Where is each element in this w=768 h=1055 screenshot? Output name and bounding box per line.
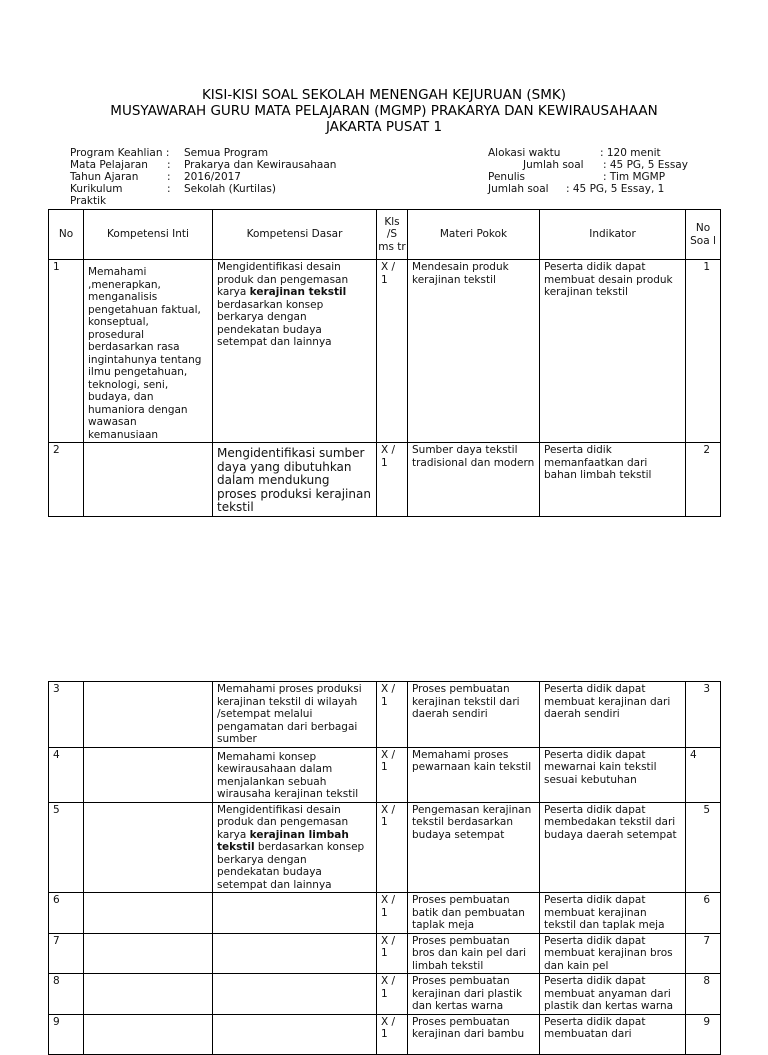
cell-no: 3 [49, 682, 84, 748]
cell-no: 2 [49, 443, 84, 517]
kisi-kisi-table-part-1 [48, 209, 721, 517]
cell-materi-pokok: Pengemasan kerajinan tekstil berdasarkan budaya setempat [408, 802, 540, 893]
alokasi-value: : 120 menit [600, 147, 661, 159]
table-row [49, 747, 721, 802]
cell-kompetensi-dasar [213, 802, 377, 893]
mapel-label: Mata Pelajaran [70, 159, 148, 171]
cell-kompetensi-dasar [213, 974, 377, 1015]
jumlah-soal-label-2: Jumlah soal [488, 183, 549, 195]
cell-kompetensi-inti [84, 933, 213, 974]
document-title-line-3: JAKARTA PUSAT 1 [325, 119, 443, 135]
alokasi-label: Alokasi waktu [488, 147, 561, 159]
cell-no-soal: 8 [686, 974, 721, 1015]
cell-no-soal: 6 [686, 893, 721, 934]
kd-text: Mengidentifikasi desain produk dan pengemasan karya [217, 261, 349, 298]
cell-kelas: X / 1 [377, 443, 408, 517]
table-row [49, 682, 721, 748]
cell-materi-pokok: Proses pembuatan kerajinan tekstil dari daerah sendiri [408, 682, 540, 748]
table-row [49, 974, 721, 1015]
cell-kelas: X / 1 [377, 1014, 408, 1054]
cell-kompetensi-inti [84, 682, 213, 748]
cell-no-soal: 7 [686, 933, 721, 974]
cell-indikator: Peserta didik dapat mewarnai kain tekstil sesuai kebutuhan [540, 747, 686, 802]
cell-kelas: X / 1 [377, 682, 408, 748]
cell-no: 1 [49, 260, 84, 443]
cell-no: 5 [49, 802, 84, 893]
cell-kompetensi-inti [84, 893, 213, 934]
cell-no: 6 [49, 893, 84, 934]
cell-materi-pokok: Sumber daya tekstil tradisional dan modern [408, 443, 540, 517]
cell-indikator: Peserta didik dapat membuat anyaman dari plastik dan kertas warna [540, 974, 686, 1015]
kd-text-post: berdasarkan konsep berkarya dengan pendekatan budaya setempat dan lainnya [217, 841, 365, 891]
table-row [49, 260, 721, 443]
table-row [49, 443, 721, 517]
document-title-line-1: KISI-KISI SOAL SEKOLAH MENENGAH KEJURUAN (SMK) [201, 87, 567, 103]
col-header-kompetensi-inti: Kompetensi Inti [84, 210, 213, 260]
kd-bold-text: kerajinan limbah tekstil [217, 828, 349, 853]
cell-kelas: X / 1 [377, 893, 408, 934]
cell-kompetensi-dasar [213, 1014, 377, 1054]
cell-indikator: Peserta didik dapat membuat desain produk kerajinan tekstil [540, 260, 686, 443]
cell-indikator: Peserta didik dapat membuat kerajinan bros dan kain pel [540, 933, 686, 974]
kurikulum-label: Kurikulum [70, 183, 123, 195]
table-row [49, 933, 721, 974]
tahun-value: 2016/2017 [184, 171, 241, 183]
mapel-value: Prakarya dan Kewirausahaan [184, 159, 337, 171]
col-header-kompetensi-dasar: Kompetensi Dasar [213, 210, 377, 260]
cell-materi-pokok: Proses pembuatan bros dan kain pel dari limbah tekstil [408, 933, 540, 974]
cell-indikator: Peserta didik memanfaatkan dari bahan limbah tekstil [540, 443, 686, 517]
cell-no-soal: 1 [686, 260, 721, 443]
cell-materi-pokok: Mendesain produk kerajinan tekstil [408, 260, 540, 443]
table-header-row [49, 210, 721, 260]
cell-kelas: X / 1 [377, 747, 408, 802]
program-value: Semua Program [184, 147, 269, 159]
cell-kompetensi-dasar: Memahami proses produksi kerajinan tekstil di wilayah /setempat melalui pengamatan dari berbagai sumber [213, 682, 377, 748]
table-row [49, 1014, 721, 1054]
praktik-text: Praktik [70, 195, 107, 207]
jumlah-soal-value-1: : 45 PG, 5 Essay [603, 159, 688, 171]
cell-no: 8 [49, 974, 84, 1015]
cell-no-soal: 2 [686, 443, 721, 517]
cell-kompetensi-inti [84, 802, 213, 893]
cell-kompetensi-dasar [213, 933, 377, 974]
tahun-label: Tahun Ajaran [70, 171, 139, 183]
col-header-no-soal: No Soa l [686, 210, 721, 260]
cell-kompetensi-inti [84, 443, 213, 517]
cell-indikator: Peserta didik dapat membuat kerajinan dari daerah sendiri [540, 682, 686, 748]
penulis-label: Penulis [488, 171, 526, 183]
col-header-no: No [49, 210, 84, 260]
cell-indikator: Peserta didik dapat membuatan dari [540, 1014, 686, 1054]
cell-no: 9 [49, 1014, 84, 1054]
cell-materi-pokok: Proses pembuatan batik dan pembuatan taplak meja [408, 893, 540, 934]
cell-kompetensi-inti [84, 1014, 213, 1054]
cell-kelas: X / 1 [377, 974, 408, 1015]
cell-no-soal: 4 [686, 747, 721, 802]
col-header-kelas-semester: Kls /S ms tr [377, 210, 408, 260]
cell-no-soal: 9 [686, 1014, 721, 1054]
cell-no-soal: 3 [686, 682, 721, 748]
jumlah-soal-value-2: : 45 PG, 5 Essay, 1 [566, 183, 665, 195]
cell-materi-pokok: Proses pembuatan kerajinan dari bambu [408, 1014, 540, 1054]
cell-indikator: Peserta didik dapat membedakan tekstil dari budaya daerah setempat [540, 802, 686, 893]
table-row [49, 893, 721, 934]
col-header-indikator: Indikator [540, 210, 686, 260]
kurikulum-colon: : [167, 183, 171, 195]
jumlah-soal-label-1: Jumlah soal [523, 159, 584, 171]
kd-bold-text: kerajinan tekstil [249, 286, 347, 298]
cell-no: 4 [49, 747, 84, 802]
cell-no: 7 [49, 933, 84, 974]
cell-kompetensi-inti: Memahami ,menerapkan, menganalisis pengetahuan faktual, konseptual, prosedural berdasarkan rasa ingintahunya tentang ilmu pengetahuan, teknologi, seni, budaya, dan humaniora dengan wawasan kemanusiaan [84, 260, 213, 443]
kisi-kisi-table-part-2 [48, 681, 721, 1055]
cell-kompetensi-inti [84, 974, 213, 1015]
cell-no-soal: 5 [686, 802, 721, 893]
penulis-value: : Tim MGMP [603, 171, 666, 183]
cell-kompetensi-dasar [213, 260, 377, 443]
cell-kelas: X / 1 [377, 260, 408, 443]
cell-kompetensi-dasar: Memahami konsep kewirausahaan dalam menjalankan sebuah wirausaha kerajinan tekstil [213, 747, 377, 802]
cell-materi-pokok: Memahami proses pewarnaan kain tekstil [408, 747, 540, 802]
mapel-colon: : [167, 159, 171, 171]
cell-materi-pokok: Proses pembuatan kerajinan dari plastik dan kertas warna [408, 974, 540, 1015]
cell-kompetensi-dasar [213, 893, 377, 934]
kurikulum-value: Sekolah (Kurtilas) [184, 183, 276, 195]
cell-indikator: Peserta didik dapat membuat kerajinan tekstil dan taplak meja [540, 893, 686, 934]
cell-kompetensi-inti [84, 747, 213, 802]
kd-text-post: berdasarkan konsep berkarya dengan pendekatan budaya setempat dan lainnya [217, 298, 332, 348]
cell-kompetensi-dasar: Mengidentifikasi sumber daya yang dibutuhkan dalam mendukung proses produksi kerajinan tekstil [213, 443, 377, 517]
program-label: Program Keahlian : [70, 147, 170, 159]
document-title-line-2: MUSYAWARAH GURU MATA PELAJARAN (MGMP) PRAKARYA DAN KEWIRAUSAHAAN [110, 103, 658, 119]
kd-text: Mengidentifikasi desain produk dan pengemasan karya [217, 803, 349, 841]
col-header-materi-pokok: Materi Pokok [408, 210, 540, 260]
tahun-colon: : [167, 171, 171, 183]
cell-kelas: X / 1 [377, 933, 408, 974]
cell-kelas: X / 1 [377, 802, 408, 893]
table-row [49, 802, 721, 893]
